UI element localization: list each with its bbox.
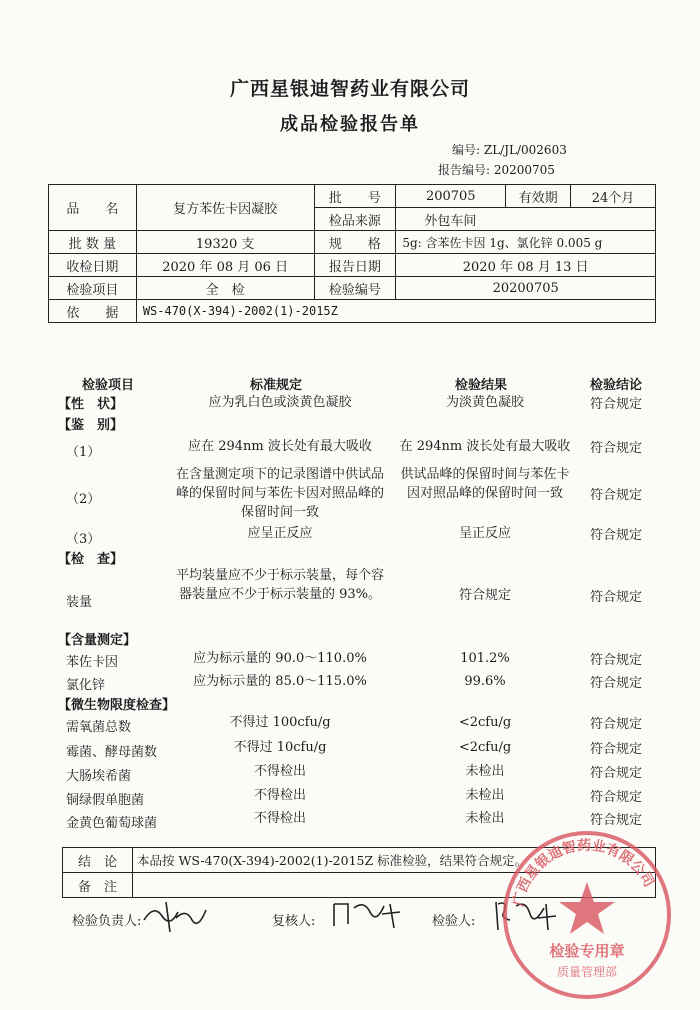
zinc-chloride-result: 99.6% [464,674,506,689]
mold-result: <2cfu/g [458,740,512,755]
head-sign-label: 检验负责人: [72,914,142,929]
ecoli-conclusion: 符合规定 [589,766,642,781]
staph-label: 金黄色葡萄球菌 [66,816,158,831]
quantity-value: 19320 支 [136,231,314,254]
aerobic-conclusion: 符合规定 [589,717,642,732]
report-date-label: 报告日期 [314,254,396,277]
inspection-stamp-seal [492,820,682,1010]
company-name: 广西星银迪智药业有限公司 [229,78,470,100]
zinc-chloride-conclusion: 符合规定 [589,676,642,691]
header-item: 检验项目 [82,378,135,393]
staph-conclusion: 符合规定 [589,813,642,828]
pseudomonas-standard: 不得检出 [253,788,306,803]
header-standard: 标准规定 [250,378,303,393]
benzocaine-label: 苯佐卡因 [66,655,119,670]
assay-label: 【含量测定】 [58,633,137,648]
source-value: 外包车间 [396,208,656,231]
source-label: 检品来源 [314,208,396,231]
expiry-value: 24个月 [571,185,656,208]
reviewer-signature [330,898,408,932]
stamp-text-top: 广西星银迪智药业有限公司 [510,837,657,908]
id2-standard: 在含量测定项下的记录图谱中供试品峰的保留时间与苯佐卡因对照品峰的保留时间一致 [175,467,384,520]
aerobic-label: 需氧菌总数 [66,720,132,735]
received-date-value: 2020 年 08 月 06 日 [136,254,314,277]
report-date-value: 2020 年 08 月 13 日 [396,254,656,277]
header-conclusion: 检验结论 [590,378,643,393]
benzocaine-standard: 应为标示量的 90.0～110.0% [193,651,367,666]
pseudomonas-conclusion: 符合规定 [589,790,642,805]
test-item-label: 检验项目 [49,277,137,300]
mold-standard: 不得过 10cfu/g [233,740,327,755]
staph-standard: 不得检出 [253,811,306,826]
test-number-value: 20200705 [396,277,656,300]
report-number: 报告编号: 20200705 [438,163,555,177]
quantity-label: 批 数 量 [49,231,137,254]
ecoli-label: 大肠埃希菌 [66,769,132,784]
product-value: 复方苯佐卡因凝胶 [136,185,314,231]
conclusion-value: 本品按 WS-470(X-394)-2002(1)-2015Z 标准检验，结果符合规定。 [133,848,656,873]
stamp-text-bottom: 质量管理部 [556,965,618,979]
product-label: 品 名 [49,185,137,231]
stamp-star-icon [559,882,615,934]
stamp-text-mid: 检验专用章 [549,942,625,960]
benzocaine-conclusion: 符合规定 [589,653,642,668]
benzocaine-result: 101.2% [460,651,510,666]
batch-value: 200705 [396,185,506,208]
report-title: 成品检验报告单 [280,114,420,135]
pseudomonas-result: 未检出 [465,788,505,803]
characteristics-conclusion: 符合规定 [589,397,642,412]
fill-conclusion: 符合规定 [589,590,642,605]
expiry-label: 有效期 [506,185,571,208]
id1-label: （1） [66,445,101,460]
staph-result: 未检出 [465,811,505,826]
id3-conclusion: 符合规定 [589,528,642,543]
id1-standard: 应在 294nm 波长处有最大吸收 [188,439,372,454]
microbial-label: 【微生物限度检查】 [58,698,176,713]
basis-value: WS-470(X-394)-2002(1)-2015Z [136,300,655,323]
fill-label: 装量 [66,595,93,610]
id1-conclusion: 符合规定 [589,441,642,456]
basis-label: 依 据 [49,300,137,323]
id2-label: （2） [66,492,101,507]
id2-result: 供试品峰的保留时间与苯佐卡因对照品峰的保留时间一致 [400,467,570,501]
characteristics-standard: 应为乳白色或淡黄色凝胶 [208,395,352,410]
id1-result: 在 294nm 波长处有最大吸收 [399,439,571,454]
identification-label: 【鉴 别】 [58,418,124,433]
id2-conclusion: 符合规定 [589,488,642,503]
characteristics-result: 为淡黄色凝胶 [445,395,524,410]
test-item-value: 全 检 [136,277,314,300]
ecoli-result: 未检出 [465,764,505,779]
head-signature [140,898,212,936]
test-number-label: 检验编号 [314,277,396,300]
header-result: 检验结果 [455,378,508,393]
info-table [48,184,656,323]
mold-label: 霉菌、酵母菌数 [66,745,158,760]
characteristics-label: 【性 状】 [58,397,124,412]
id3-result: 呈正反应 [458,526,511,541]
mold-conclusion: 符合规定 [589,742,642,757]
batch-label: 批 号 [314,185,396,208]
zinc-chloride-label: 氯化锌 [66,678,106,693]
id3-label: （3） [66,532,101,547]
ecoli-standard: 不得检出 [253,764,306,779]
received-date-label: 收检日期 [49,254,137,277]
check-label: 【检 查】 [58,552,124,567]
fill-standard: 平均装量应不少于标示装量，每个容器装量应不少于标示装量的 93%。 [175,568,384,602]
zinc-chloride-standard: 应为标示量的 85.0～115.0% [193,674,367,689]
conclusion-label: 结 论 [63,848,133,873]
aerobic-standard: 不得过 100cfu/g [229,715,331,730]
reviewer-label: 复核人: [272,914,316,929]
spec-value: 5g: 含苯佐卡因 1g、氯化锌 0.005 g [396,231,656,254]
remark-label: 备 注 [63,873,133,898]
pseudomonas-label: 铜绿假单胞菌 [66,793,145,808]
aerobic-result: <2cfu/g [458,715,512,730]
id3-standard: 应呈正反应 [247,526,313,541]
inspector-label: 检验人: [432,914,476,929]
spec-label: 规 格 [314,231,396,254]
fill-result: 符合规定 [458,588,511,603]
document-number: 编号: ZL/JL/002603 [452,143,567,157]
